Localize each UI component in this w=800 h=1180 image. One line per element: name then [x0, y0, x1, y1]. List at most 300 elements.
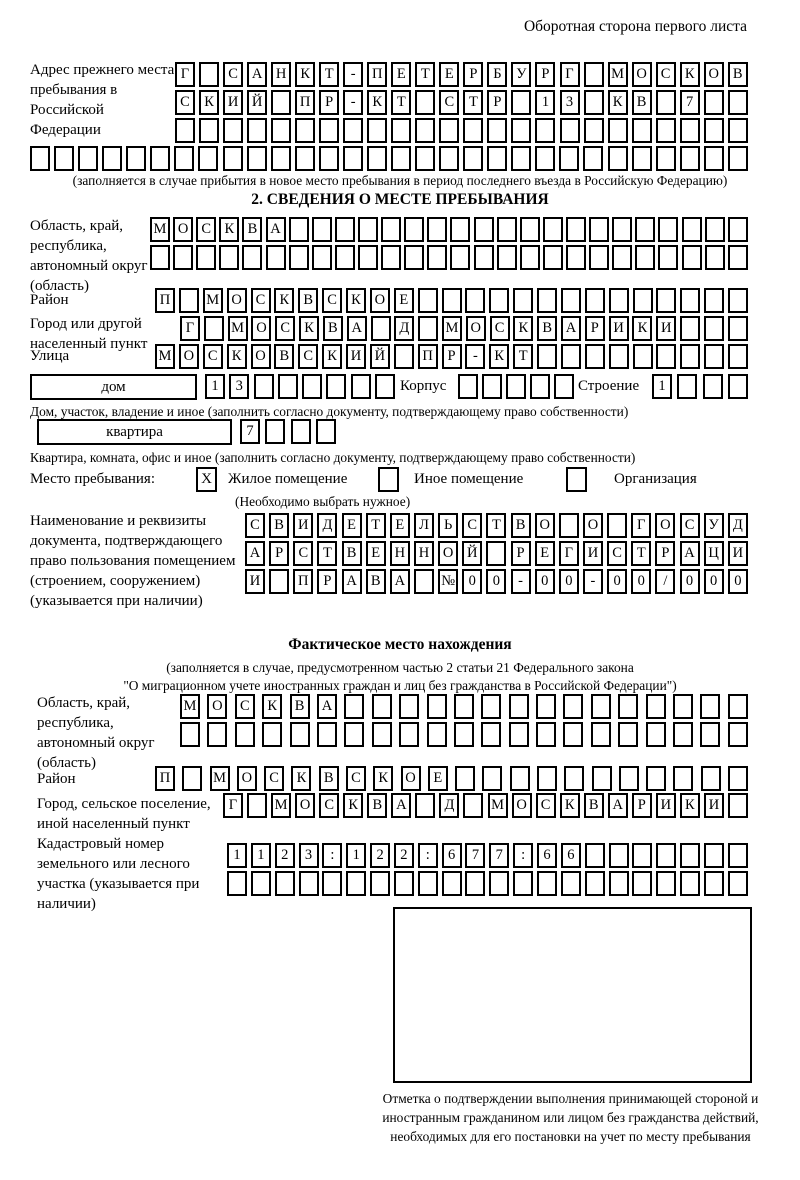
- char-cell: 1: [652, 374, 672, 399]
- char-cell: [30, 146, 50, 171]
- char-cell: В: [367, 793, 387, 818]
- char-cell: [174, 146, 194, 171]
- char-cell: [415, 793, 435, 818]
- cadastral-label: Кадастровый номер земельного или лесного участка (указывается при наличии): [37, 836, 200, 912]
- char-cell: [414, 569, 434, 594]
- city-row: [180, 316, 748, 341]
- char-cell: 3: [560, 90, 580, 115]
- char-cell: :: [322, 843, 342, 868]
- char-cell: М: [203, 288, 223, 313]
- city-label: Город или другой населенный пункт: [30, 316, 148, 352]
- char-cell: 3: [229, 374, 249, 399]
- char-cell: [442, 288, 462, 313]
- char-cell: [418, 316, 438, 341]
- char-cell: [180, 722, 200, 747]
- char-cell: [487, 146, 507, 171]
- actual-district-row: [155, 766, 748, 791]
- char-cell: [404, 245, 424, 270]
- char-cell: С: [319, 793, 339, 818]
- char-cell: [535, 146, 555, 171]
- char-cell: [465, 288, 485, 313]
- char-cell: Т: [463, 90, 483, 115]
- char-cell: [223, 146, 243, 171]
- char-cell: Г: [175, 62, 195, 87]
- char-cell: С: [245, 513, 265, 538]
- char-cell: С: [298, 344, 318, 369]
- char-cell: [509, 694, 529, 719]
- char-cell: К: [295, 62, 315, 87]
- char-cell: [609, 344, 629, 369]
- char-cell: [682, 217, 702, 242]
- char-cell: О: [295, 793, 315, 818]
- char-cell: Г: [559, 541, 579, 566]
- char-cell: -: [583, 569, 603, 594]
- char-cell: В: [366, 569, 386, 594]
- char-cell: Р: [487, 90, 507, 115]
- char-cell: С: [656, 62, 676, 87]
- char-cell: Т: [513, 344, 533, 369]
- char-cell: П: [155, 288, 175, 313]
- char-cell: [299, 871, 319, 896]
- prev-address-row-1: [175, 62, 748, 87]
- char-cell: [520, 245, 540, 270]
- char-cell: Г: [223, 793, 243, 818]
- char-cell: Т: [486, 513, 506, 538]
- char-cell: [455, 766, 475, 791]
- char-cell: [219, 245, 239, 270]
- char-cell: [563, 694, 583, 719]
- char-cell: -: [511, 569, 531, 594]
- char-cell: [728, 217, 748, 242]
- char-cell: [454, 694, 474, 719]
- char-cell: [609, 843, 629, 868]
- char-cell: [199, 62, 219, 87]
- char-cell: И: [704, 793, 724, 818]
- char-cell: К: [291, 766, 311, 791]
- char-cell: [560, 118, 580, 143]
- char-cell: О: [173, 217, 193, 242]
- char-cell: [489, 288, 509, 313]
- char-cell: С: [203, 344, 223, 369]
- char-cell: [439, 146, 459, 171]
- char-cell: [271, 118, 291, 143]
- char-cell: [372, 722, 392, 747]
- char-cell: Р: [442, 344, 462, 369]
- char-cell: [394, 344, 414, 369]
- char-cell: /: [655, 569, 675, 594]
- char-cell: [585, 288, 605, 313]
- char-cell: И: [656, 316, 676, 341]
- char-cell: [278, 374, 298, 399]
- char-cell: [677, 374, 697, 399]
- char-cell: О: [535, 513, 555, 538]
- char-cell: К: [343, 793, 363, 818]
- char-cell: Е: [390, 513, 410, 538]
- char-cell: 0: [704, 569, 724, 594]
- char-cell: [513, 288, 533, 313]
- char-cell: [705, 245, 725, 270]
- char-cell: [344, 694, 364, 719]
- char-cell: [266, 245, 286, 270]
- char-cell: [513, 871, 533, 896]
- char-cell: [705, 217, 725, 242]
- char-cell: [618, 722, 638, 747]
- char-cell: Й: [370, 344, 390, 369]
- char-cell: [520, 217, 540, 242]
- char-cell: [175, 118, 195, 143]
- char-cell: К: [322, 344, 342, 369]
- cadastral-row-2: [227, 871, 748, 896]
- char-cell: [728, 316, 748, 341]
- char-cell: [704, 344, 724, 369]
- district-row: [155, 288, 748, 313]
- char-cell: [728, 118, 748, 143]
- char-cell: С: [322, 288, 342, 313]
- char-cell: К: [513, 316, 533, 341]
- char-cell: Р: [535, 62, 555, 87]
- char-cell: :: [513, 843, 533, 868]
- char-cell: К: [227, 344, 247, 369]
- char-cell: К: [680, 793, 700, 818]
- char-cell: [394, 871, 414, 896]
- char-cell: [418, 871, 438, 896]
- char-cell: [680, 843, 700, 868]
- char-cell: [381, 217, 401, 242]
- char-cell: [728, 694, 748, 719]
- char-cell: [510, 766, 530, 791]
- char-cell: Е: [428, 766, 448, 791]
- char-cell: [371, 316, 391, 341]
- char-cell: 6: [537, 843, 557, 868]
- char-cell: [326, 374, 346, 399]
- char-cell: В: [511, 513, 531, 538]
- char-cell: [179, 288, 199, 313]
- char-cell: И: [245, 569, 265, 594]
- apartment-cells: [240, 419, 336, 444]
- prev-address-row-3: [175, 118, 748, 143]
- char-cell: [680, 118, 700, 143]
- char-cell: О: [632, 62, 652, 87]
- char-cell: [537, 344, 557, 369]
- char-cell: [482, 374, 502, 399]
- char-cell: К: [608, 90, 628, 115]
- char-cell: Н: [390, 541, 410, 566]
- char-cell: С: [536, 793, 556, 818]
- char-cell: Р: [655, 541, 675, 566]
- char-cell: В: [242, 217, 262, 242]
- char-cell: [399, 722, 419, 747]
- char-cell: [680, 288, 700, 313]
- char-cell: [608, 146, 628, 171]
- char-cell: [619, 766, 639, 791]
- stay-type-option-other-premises: Иное помещение: [414, 471, 524, 487]
- char-cell: [370, 871, 390, 896]
- char-cell: [271, 146, 291, 171]
- char-cell: В: [342, 541, 362, 566]
- char-cell: М: [150, 217, 170, 242]
- char-cell: М: [271, 793, 291, 818]
- char-cell: [335, 245, 355, 270]
- char-cell: [235, 722, 255, 747]
- char-cell: [481, 694, 501, 719]
- char-cell: [632, 118, 652, 143]
- char-cell: [530, 374, 550, 399]
- char-cell: [463, 793, 483, 818]
- char-cell: [728, 90, 748, 115]
- char-cell: [656, 843, 676, 868]
- char-cell: [728, 344, 748, 369]
- char-cell: [700, 694, 720, 719]
- char-cell: [704, 288, 724, 313]
- char-cell: Е: [535, 541, 555, 566]
- char-cell: [454, 722, 474, 747]
- char-cell: 0: [728, 569, 748, 594]
- char-cell: И: [223, 90, 243, 115]
- char-cell: [289, 217, 309, 242]
- char-cell: [673, 722, 693, 747]
- char-cell: [704, 316, 724, 341]
- char-cell: [728, 374, 748, 399]
- char-cell: [673, 766, 693, 791]
- stay-type-note: (Необходимо выбрать нужное): [235, 494, 411, 509]
- char-cell: И: [346, 344, 366, 369]
- char-cell: В: [728, 62, 748, 87]
- char-cell: :: [418, 843, 438, 868]
- char-cell: [254, 374, 274, 399]
- char-cell: [262, 722, 282, 747]
- stay-type-checkbox-other-premises: [378, 467, 399, 492]
- char-cell: [439, 118, 459, 143]
- char-cell: И: [656, 793, 676, 818]
- char-cell: [584, 62, 604, 87]
- char-cell: [680, 344, 700, 369]
- prev-address-label: Адрес прежнего места пребывания в Российской Федерации: [30, 62, 175, 138]
- char-cell: [78, 146, 98, 171]
- char-cell: В: [584, 793, 604, 818]
- char-cell: А: [608, 793, 628, 818]
- char-cell: 0: [631, 569, 651, 594]
- char-cell: [427, 245, 447, 270]
- char-cell: [295, 118, 315, 143]
- char-cell: У: [511, 62, 531, 87]
- char-cell: Г: [560, 62, 580, 87]
- char-cell: [427, 217, 447, 242]
- char-cell: [607, 513, 627, 538]
- char-cell: [511, 146, 531, 171]
- char-cell: В: [323, 316, 343, 341]
- char-cell: Д: [728, 513, 748, 538]
- char-cell: [535, 118, 555, 143]
- char-cell: [358, 245, 378, 270]
- char-cell: М: [488, 793, 508, 818]
- char-cell: -: [343, 62, 363, 87]
- char-cell: [290, 722, 310, 747]
- char-cell: 3: [299, 843, 319, 868]
- char-cell: Т: [366, 513, 386, 538]
- char-cell: С: [275, 316, 295, 341]
- char-cell: [701, 766, 721, 791]
- char-cell: А: [247, 62, 267, 87]
- char-cell: [635, 245, 655, 270]
- char-cell: Д: [317, 513, 337, 538]
- char-cell: И: [293, 513, 313, 538]
- char-cell: П: [295, 90, 315, 115]
- street-row: [155, 344, 748, 369]
- char-cell: [316, 419, 336, 444]
- char-cell: Б: [487, 62, 507, 87]
- korpus-cells: [458, 374, 574, 399]
- char-cell: А: [561, 316, 581, 341]
- house-number-cells: [205, 374, 395, 399]
- char-cell: [584, 90, 604, 115]
- char-cell: 7: [489, 843, 509, 868]
- actual-city-label: Город, сельское поселение, иной населенный пункт: [37, 796, 211, 832]
- char-cell: [635, 217, 655, 242]
- apartment-box: квартира: [37, 419, 232, 445]
- char-cell: [335, 217, 355, 242]
- char-cell: [291, 419, 311, 444]
- char-cell: [271, 90, 291, 115]
- char-cell: Р: [585, 316, 605, 341]
- char-cell: [372, 694, 392, 719]
- char-cell: С: [462, 513, 482, 538]
- char-cell: [656, 146, 676, 171]
- char-cell: [633, 288, 653, 313]
- char-cell: [656, 118, 676, 143]
- char-cell: Т: [631, 541, 651, 566]
- char-cell: 1: [535, 90, 555, 115]
- char-cell: [608, 118, 628, 143]
- char-cell: [497, 217, 517, 242]
- char-cell: С: [175, 90, 195, 115]
- char-cell: [561, 344, 581, 369]
- actual-location-caption-1: (заполняется в случае, предусмотренном частью 2 статьи 21 Федерального закона: [166, 660, 634, 675]
- char-cell: 7: [240, 419, 260, 444]
- char-cell: [656, 288, 676, 313]
- char-cell: Ц: [704, 541, 724, 566]
- char-cell: [680, 146, 700, 171]
- actual-region-label: Область, край, республика, автономный округ (область): [37, 695, 155, 771]
- document-label: Наименование и реквизиты документа, подтверждающего право пользования помещением (строением, сооружением) (указывается при наличии): [30, 513, 236, 609]
- char-cell: 0: [462, 569, 482, 594]
- char-cell: 1: [346, 843, 366, 868]
- char-cell: [199, 118, 219, 143]
- char-cell: [463, 118, 483, 143]
- char-cell: [589, 245, 609, 270]
- char-cell: 0: [680, 569, 700, 594]
- char-cell: [351, 374, 371, 399]
- char-cell: Р: [317, 569, 337, 594]
- char-cell: [612, 217, 632, 242]
- char-cell: [728, 146, 748, 171]
- char-cell: К: [219, 217, 239, 242]
- char-cell: [554, 374, 574, 399]
- char-cell: К: [367, 90, 387, 115]
- char-cell: Ь: [438, 513, 458, 538]
- char-cell: О: [207, 694, 227, 719]
- char-cell: Е: [391, 62, 411, 87]
- char-cell: К: [274, 288, 294, 313]
- char-cell: [632, 146, 652, 171]
- char-cell: С: [607, 541, 627, 566]
- char-cell: С: [346, 766, 366, 791]
- char-cell: [700, 722, 720, 747]
- document-row-1: [245, 513, 748, 538]
- char-cell: [198, 146, 218, 171]
- char-cell: О: [401, 766, 421, 791]
- char-cell: [536, 694, 556, 719]
- char-cell: [242, 245, 262, 270]
- char-cell: [658, 245, 678, 270]
- char-cell: [319, 118, 339, 143]
- char-cell: [680, 871, 700, 896]
- char-cell: [704, 90, 724, 115]
- char-cell: А: [680, 541, 700, 566]
- char-cell: В: [537, 316, 557, 341]
- char-cell: [404, 217, 424, 242]
- char-cell: [704, 843, 724, 868]
- char-cell: О: [655, 513, 675, 538]
- stay-type-checkbox-organization: [566, 467, 587, 492]
- char-cell: О: [251, 344, 271, 369]
- char-cell: М: [210, 766, 230, 791]
- char-cell: О: [237, 766, 257, 791]
- char-cell: [391, 118, 411, 143]
- confirmation-mark-caption: Отметка о подтверждении выполнения принимающей стороной и иностранным гражданином или лицом без гражданства действий, необходимых для его постановки на учет по месту пребывания: [382, 1091, 759, 1144]
- char-cell: К: [199, 90, 219, 115]
- prev-address-row-2: [175, 90, 748, 115]
- char-cell: И: [609, 316, 629, 341]
- street-label: Улица: [30, 348, 70, 364]
- char-cell: 0: [559, 569, 579, 594]
- actual-location-title: Фактическое место нахождения: [288, 636, 512, 653]
- char-cell: Р: [319, 90, 339, 115]
- stay-type-option-organization: Организация: [614, 471, 697, 487]
- char-cell: Н: [414, 541, 434, 566]
- char-cell: [367, 146, 387, 171]
- char-cell: [682, 245, 702, 270]
- char-cell: [704, 146, 724, 171]
- region-row-2: [150, 245, 748, 270]
- char-cell: О: [438, 541, 458, 566]
- char-cell: [537, 871, 557, 896]
- char-cell: С: [235, 694, 255, 719]
- char-cell: [646, 694, 666, 719]
- char-cell: 6: [442, 843, 462, 868]
- char-cell: [564, 766, 584, 791]
- char-cell: М: [442, 316, 462, 341]
- char-cell: [458, 374, 478, 399]
- char-cell: [612, 245, 632, 270]
- char-cell: [465, 871, 485, 896]
- char-cell: В: [274, 344, 294, 369]
- char-cell: [247, 793, 267, 818]
- char-cell: В: [298, 288, 318, 313]
- actual-region-row-1: [180, 694, 748, 719]
- char-cell: [344, 722, 364, 747]
- char-cell: [418, 288, 438, 313]
- char-cell: [247, 118, 267, 143]
- char-cell: В: [269, 513, 289, 538]
- char-cell: [487, 118, 507, 143]
- char-cell: [609, 871, 629, 896]
- char-cell: [474, 217, 494, 242]
- char-cell: С: [223, 62, 243, 87]
- cadastral-row-1: [227, 843, 748, 868]
- char-cell: Р: [269, 541, 289, 566]
- char-cell: Д: [394, 316, 414, 341]
- char-cell: 7: [465, 843, 485, 868]
